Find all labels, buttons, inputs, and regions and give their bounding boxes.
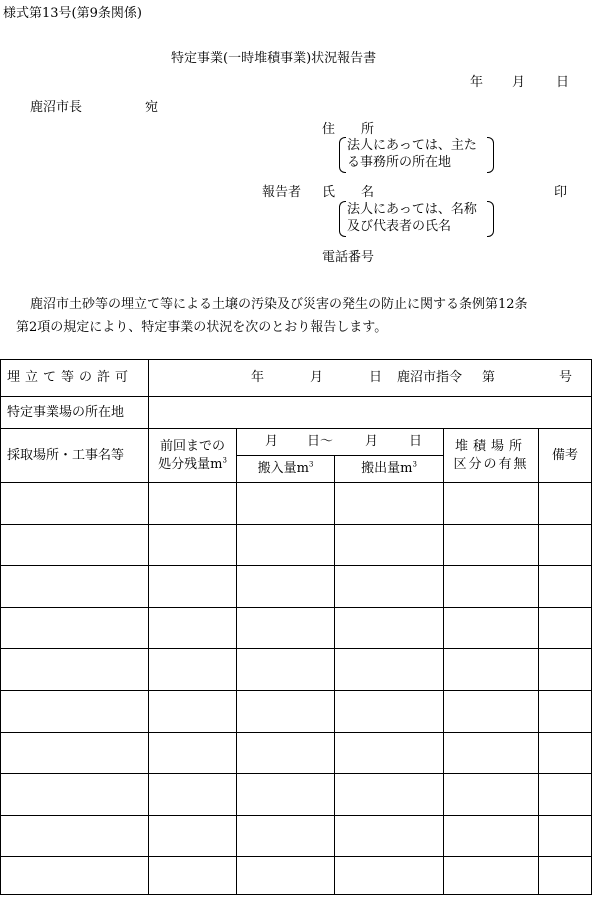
table-row	[1, 732, 592, 774]
table-row	[1, 815, 592, 857]
address-note-line2: る事務所の所在地	[347, 155, 452, 170]
table-cell[interactable]	[149, 815, 237, 857]
table-cell[interactable]	[335, 566, 444, 608]
table-cell[interactable]	[149, 524, 237, 566]
form-number: 様式第13号(第9条関係)	[3, 6, 142, 21]
permit-label: 埋立て等の許可	[1, 360, 149, 397]
table-cell[interactable]	[237, 566, 335, 608]
table-row	[1, 483, 592, 525]
date-day: 日	[556, 75, 570, 90]
table-row	[1, 607, 592, 649]
table-cell[interactable]	[539, 857, 592, 895]
table-cell[interactable]	[237, 774, 335, 816]
table-cell[interactable]	[237, 483, 335, 525]
table-cell[interactable]	[539, 732, 592, 774]
reporter-label: 報告者	[262, 185, 302, 200]
address-note-line1: 法人にあっては、主た	[347, 138, 477, 153]
period-month1: 月	[265, 434, 279, 449]
table-cell[interactable]	[539, 483, 592, 525]
table-cell[interactable]	[539, 815, 592, 857]
date-month: 月	[512, 75, 526, 90]
table-cell[interactable]	[149, 566, 237, 608]
table-cell[interactable]	[1, 857, 149, 895]
table-cell[interactable]	[1, 649, 149, 691]
table-cell[interactable]	[539, 607, 592, 649]
name-note	[347, 201, 477, 235]
col-prev-header	[149, 429, 237, 483]
table-cell[interactable]	[444, 524, 539, 566]
period-day1: 日〜	[307, 434, 334, 449]
table-cell[interactable]	[237, 815, 335, 857]
name-label: 氏 名	[322, 185, 375, 200]
table-cell[interactable]	[335, 649, 444, 691]
table-cell[interactable]	[335, 774, 444, 816]
col-storage-header	[444, 429, 539, 483]
address-note	[347, 137, 477, 171]
table-row	[1, 774, 592, 816]
body-text-line1: 鹿沼市土砂等の埋立て等による土壌の汚染及び災害の発生の防止に関する条例第12条	[30, 297, 528, 312]
table-row	[1, 690, 592, 732]
form-title: 特定事業(一時堆積事業)状況報告書	[171, 51, 377, 66]
name-note-line1: 法人にあっては、名称	[347, 202, 477, 217]
table-cell[interactable]	[1, 815, 149, 857]
period-day2: 日	[409, 434, 423, 449]
table-cell[interactable]	[335, 524, 444, 566]
table-cell[interactable]	[539, 649, 592, 691]
table-cell[interactable]	[1, 524, 149, 566]
table-row	[1, 566, 592, 608]
table-cell[interactable]	[149, 649, 237, 691]
address-label: 住 所	[322, 122, 375, 137]
table-cell[interactable]	[1, 732, 149, 774]
table-cell[interactable]	[237, 607, 335, 649]
table-cell[interactable]	[335, 732, 444, 774]
table-cell[interactable]	[149, 774, 237, 816]
table-cell[interactable]	[237, 857, 335, 895]
permit-month: 月	[310, 370, 324, 385]
address-note-bracket-left	[339, 137, 346, 173]
site-value-cell[interactable]	[149, 397, 592, 429]
table-cell[interactable]	[1, 690, 149, 732]
table-cell[interactable]	[335, 483, 444, 525]
table-cell[interactable]	[149, 483, 237, 525]
table-cell[interactable]	[444, 607, 539, 649]
col-in-header: 搬入量$m^3$	[237, 456, 335, 483]
table-cell[interactable]	[444, 483, 539, 525]
table-cell[interactable]	[237, 524, 335, 566]
date-year: 年	[470, 75, 484, 90]
table-cell[interactable]	[1, 566, 149, 608]
table-cell[interactable]	[237, 732, 335, 774]
col-source-header: 採取場所・工事名等	[1, 429, 149, 483]
addressee-honorific: 宛	[145, 100, 159, 115]
table-cell[interactable]	[149, 857, 237, 895]
name-note-bracket-left	[339, 201, 346, 237]
site-label: 特定事業場の所在地	[1, 397, 149, 429]
table-cell[interactable]	[539, 774, 592, 816]
table-cell[interactable]	[149, 607, 237, 649]
period-month2: 月	[365, 434, 379, 449]
permit-dai: 第	[482, 370, 496, 385]
table-cell[interactable]	[539, 524, 592, 566]
name-note-bracket-right	[487, 201, 494, 237]
col-out-header: 搬出量$m^3$	[335, 456, 444, 483]
table-cell[interactable]	[335, 607, 444, 649]
table-cell[interactable]	[444, 649, 539, 691]
table-cell[interactable]	[237, 690, 335, 732]
table-row	[1, 857, 592, 895]
table-cell[interactable]	[444, 857, 539, 895]
permit-value-cell[interactable]	[149, 360, 592, 397]
seal-mark: 印	[554, 185, 568, 200]
permit-day: 日	[369, 370, 383, 385]
table-cell[interactable]	[1, 607, 149, 649]
table-cell[interactable]	[149, 690, 237, 732]
permit-year: 年	[251, 370, 265, 385]
table-cell[interactable]	[444, 774, 539, 816]
table-cell[interactable]	[1, 774, 149, 816]
table-cell[interactable]	[149, 732, 237, 774]
table-cell[interactable]	[335, 815, 444, 857]
table-cell[interactable]	[444, 566, 539, 608]
table-cell[interactable]	[444, 690, 539, 732]
col-remarks-header: 備考	[539, 429, 592, 483]
table-cell[interactable]	[1, 483, 149, 525]
col-storage-line1: 堆積場所	[454, 438, 527, 454]
body-text-line2: 第2項の規定により、特定事業の状況を次のとおり報告します。	[16, 320, 388, 335]
address-note-bracket-right	[487, 137, 494, 173]
table-cell[interactable]	[237, 649, 335, 691]
table-cell[interactable]	[539, 690, 592, 732]
table-cell[interactable]	[444, 732, 539, 774]
status-table	[0, 359, 592, 895]
phone-label: 電話番号	[322, 250, 375, 265]
table-cell[interactable]	[444, 815, 539, 857]
permit-issuer: 鹿沼市指令	[397, 370, 463, 385]
addressee-name: 鹿沼市長	[30, 100, 83, 115]
col-prev-line2: 処分残量$m^3$	[158, 456, 227, 472]
table-row	[1, 524, 592, 566]
name-note-line2: 及び代表者の氏名	[347, 219, 452, 234]
table-cell[interactable]	[539, 566, 592, 608]
permit-go: 号	[559, 370, 573, 385]
col-period-header	[237, 429, 444, 456]
col-storage-line2: 区分の有無	[453, 456, 529, 472]
table-cell[interactable]	[335, 690, 444, 732]
table-row	[1, 649, 592, 691]
blank-rows	[1, 483, 592, 895]
table-cell[interactable]	[335, 857, 444, 895]
col-prev-line1: 前回までの	[159, 438, 225, 454]
